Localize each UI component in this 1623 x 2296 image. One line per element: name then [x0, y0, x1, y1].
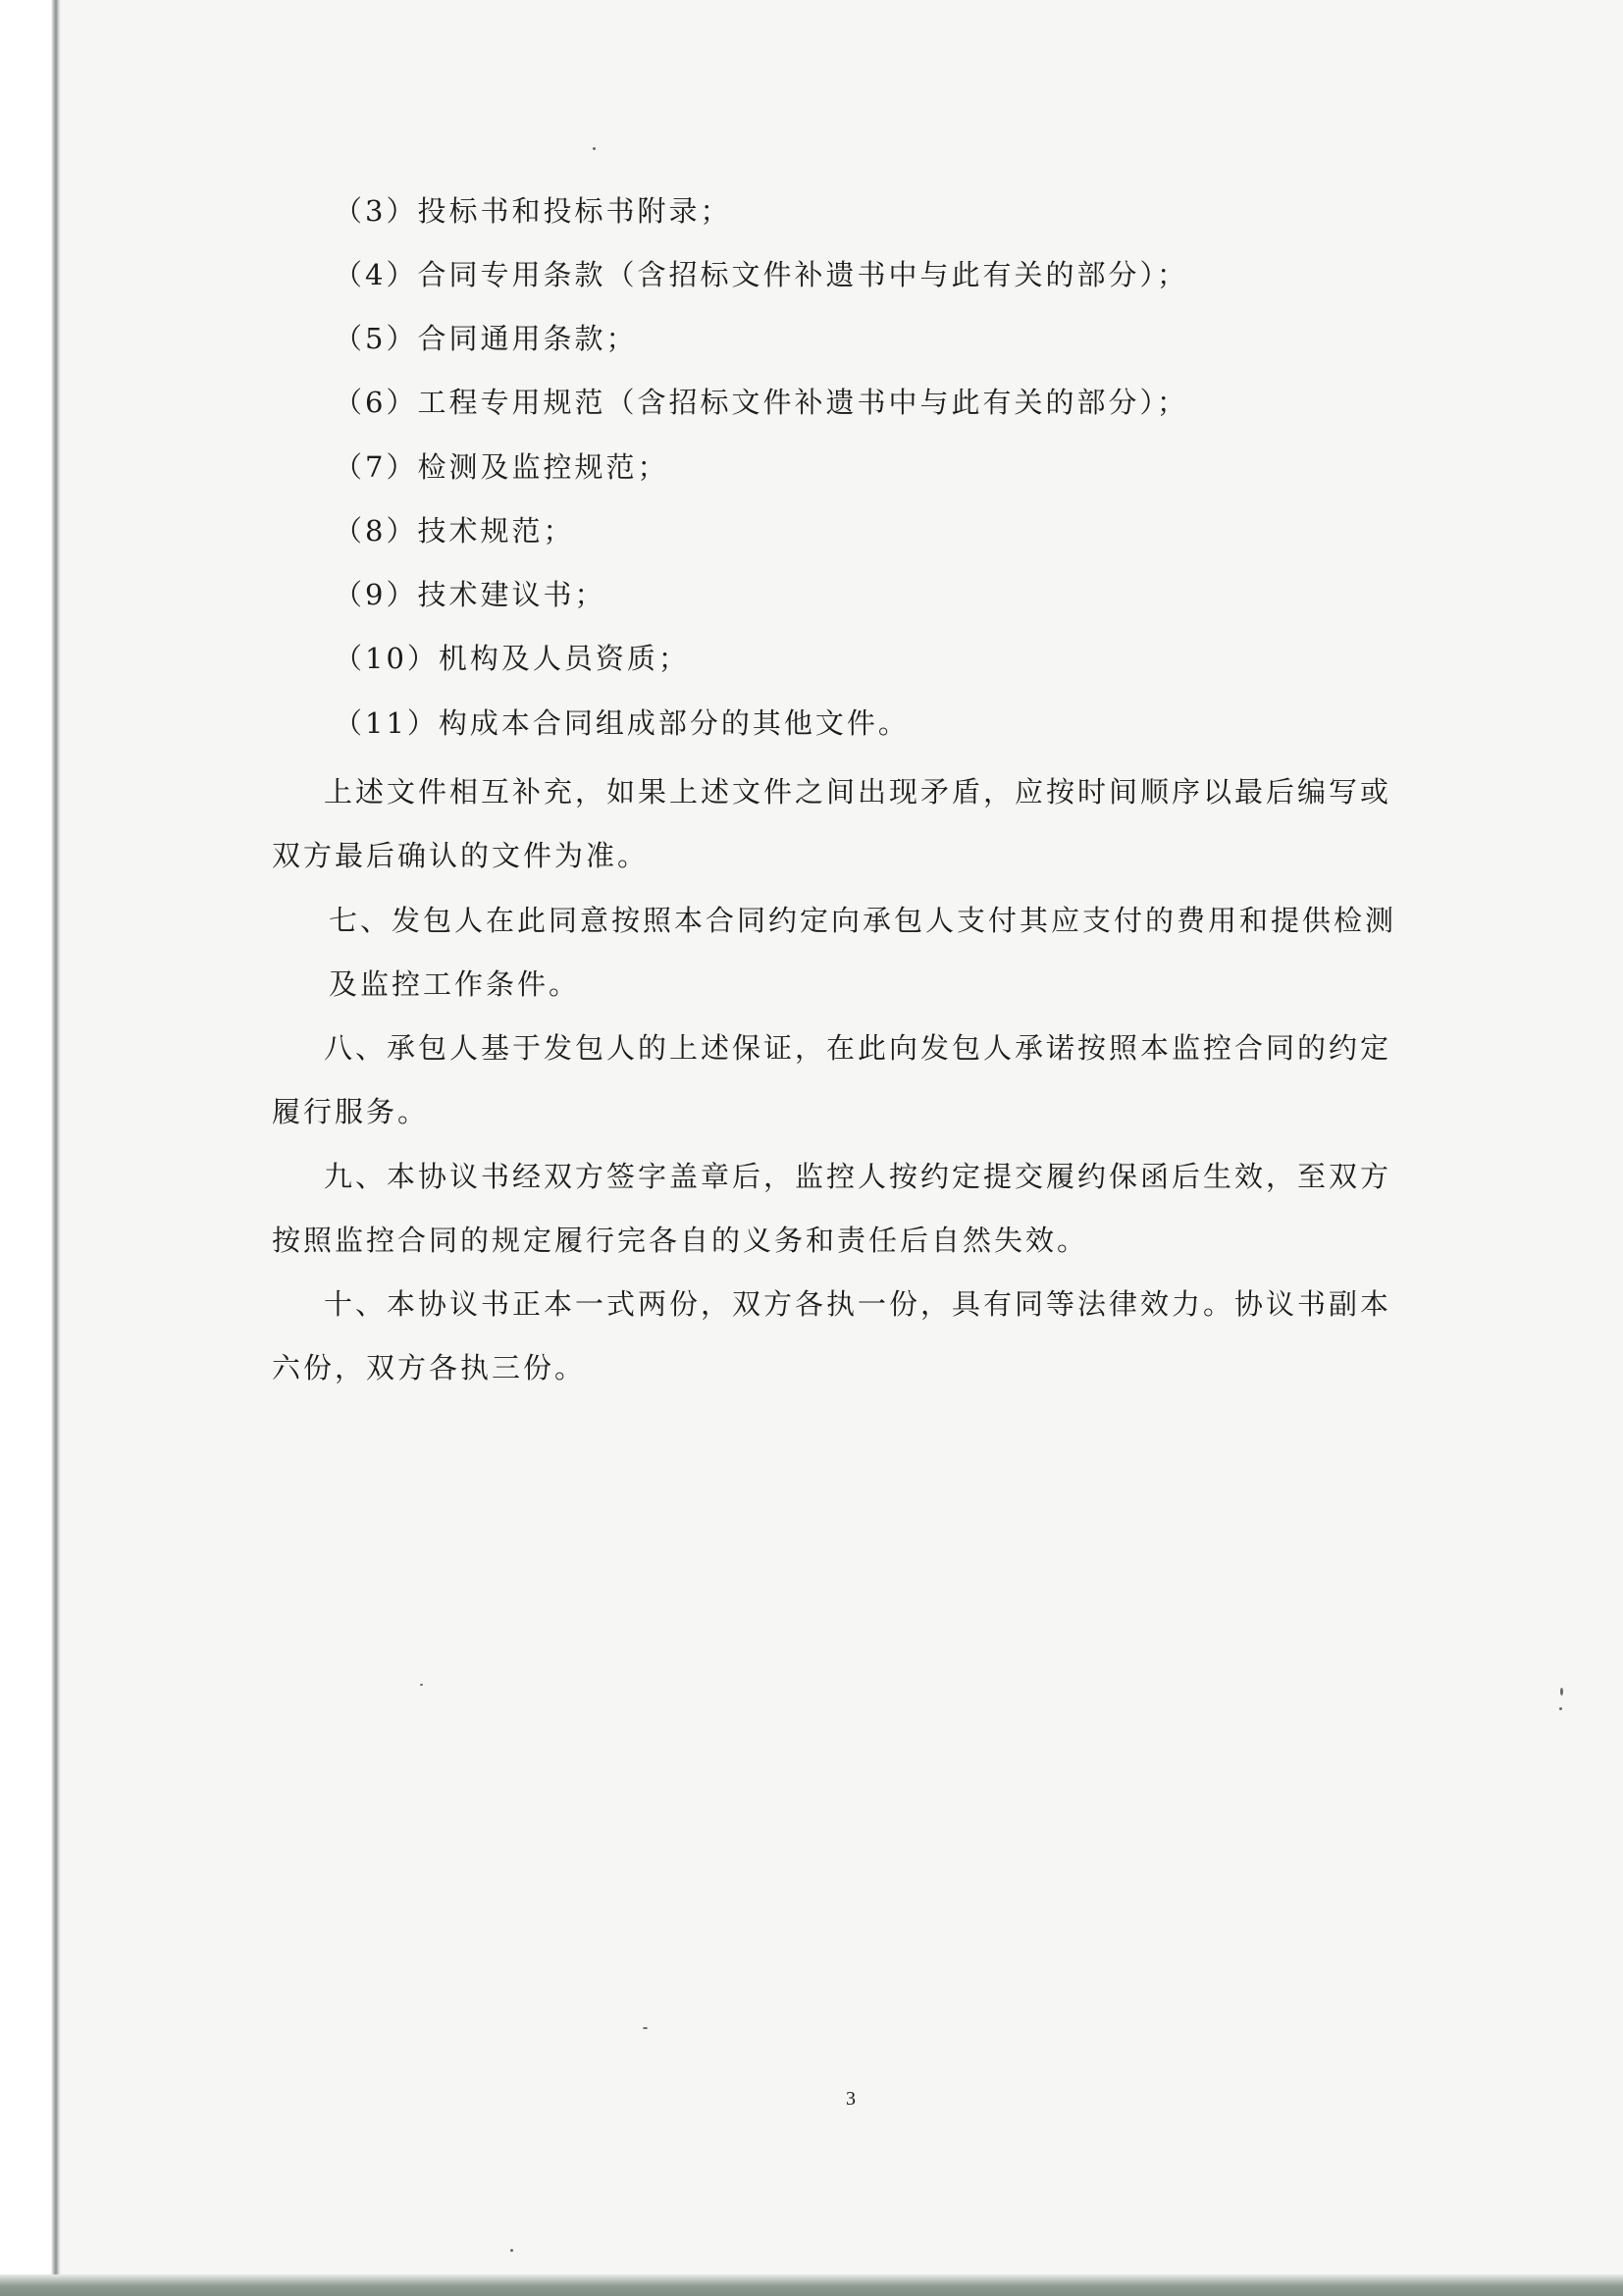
page-number: 3 [846, 2088, 856, 2110]
list-item: （11）构成本合同组成部分的其他文件。 [334, 706, 910, 740]
list-item: （9）技术建议书； [334, 578, 606, 611]
paragraph-first-line: 十、本协议书正本一式两份，双方各执一份，具有同等法律效力。协议书副本 [324, 1287, 1392, 1321]
paragraph-continuation: 六份，双方各执三份。 [272, 1351, 587, 1384]
paragraph-continuation: 履行服务。 [272, 1095, 430, 1128]
paragraph-continuation: 双方最后确认的文件为准。 [272, 839, 650, 872]
list-item: （8）技术规范； [334, 514, 575, 548]
paragraph-continuation: 按照监控合同的规定履行完各自的义务和责任后自然失效。 [272, 1224, 1089, 1257]
paragraph-first-line: 八、承包人基于发包人的上述保证，在此向发包人承诺按照本监控合同的约定 [324, 1031, 1392, 1065]
list-item: （7）检测及监控规范； [334, 450, 669, 484]
list-item: （3）投标书和投标书附录； [334, 194, 732, 228]
list-item: （10）机构及人员资质； [334, 642, 690, 675]
list-item: （4）合同专用条款（含招标文件补遗书中与此有关的部分）； [334, 258, 1188, 291]
paragraph-continuation: 及监控工作条件。 [329, 967, 581, 1001]
list-item: （6）工程专用规范（含招标文件补遗书中与此有关的部分）； [334, 386, 1188, 419]
paragraph-first-line: 九、本协议书经双方签字盖章后，监控人按约定提交履约保函后生效，至双方 [324, 1160, 1392, 1193]
paragraph-first-line: 上述文件相互补充，如果上述文件之间出现矛盾，应按时间顺序以最后编写或 [324, 775, 1392, 809]
list-item: （5）合同通用条款； [334, 322, 638, 355]
paragraph-first-line: 七、发包人在此同意按照本合同约定向承包人支付其应支付的费用和提供检测 [329, 904, 1397, 937]
